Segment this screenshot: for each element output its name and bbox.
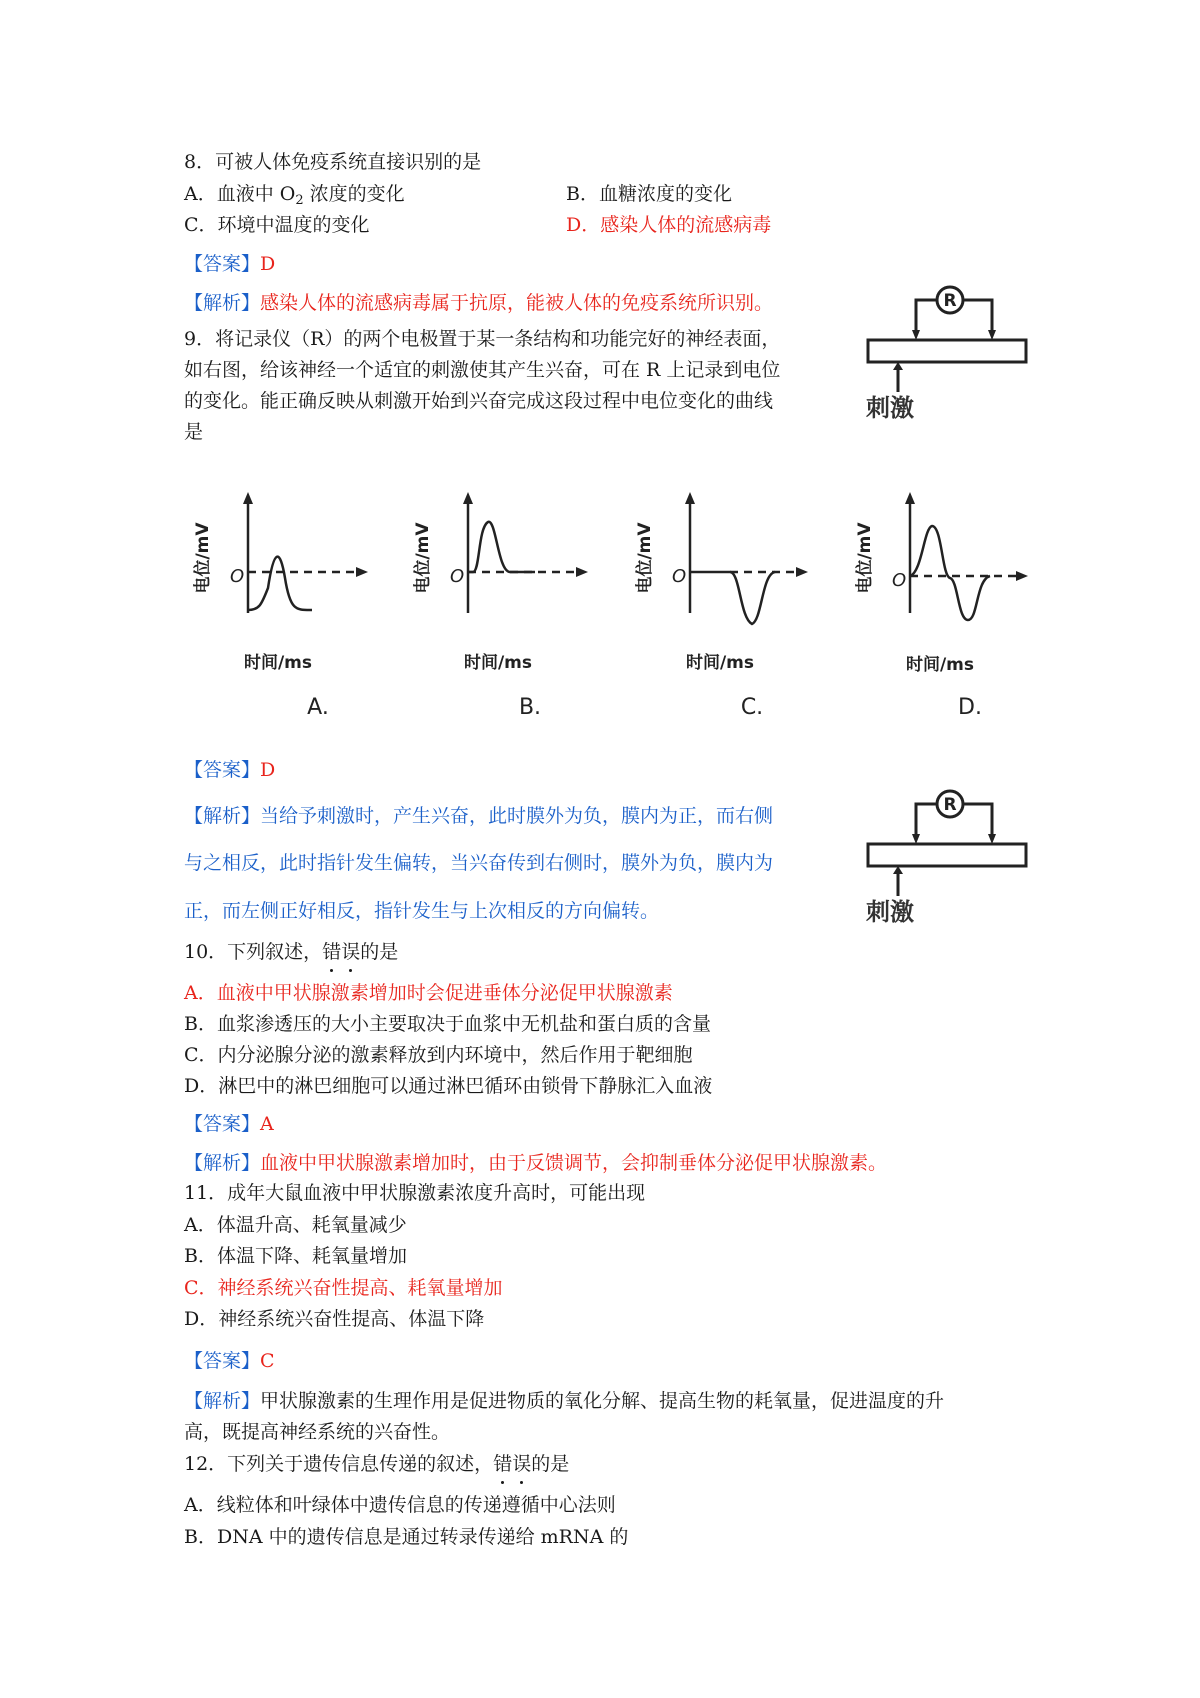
graph-b-xlabel: 时间/ms xyxy=(463,653,533,673)
graph-b-label: B. xyxy=(518,695,542,720)
q9-stem-line2: 如右图，给该神经一个适宜的刺激使其产生兴奋，可在 R 上记录到电位 xyxy=(184,359,781,381)
graph-d-ylabel: 电位/mV xyxy=(855,522,875,594)
q11-option-a: A．体温升高、耗氧量减少 xyxy=(184,1214,407,1236)
graph-d-label: D. xyxy=(958,695,982,720)
graph-c-ylabel: 电位/mV xyxy=(635,522,655,594)
q11-option-c: C．神经系统兴奋性提高、耗氧量增加 xyxy=(184,1277,503,1299)
q10-option-d: D．淋巴中的淋巴细胞可以通过淋巴循环由锁骨下静脉汇入血液 xyxy=(184,1075,713,1097)
q12-option-b: B．DNA 中的遗传信息是通过转录传递给 mRNA 的 xyxy=(184,1526,629,1548)
q9-explanation-line2: 与之相反，此时指针发生偏转，当兴奋传到右侧时，膜外为负，膜内为 xyxy=(184,852,774,874)
nerve-recorder-diagram-2 xyxy=(860,786,1040,928)
q12-option-a: A．线粒体和叶绿体中遗传信息的传递遵循中心法则 xyxy=(184,1494,616,1516)
q12-stem: 12．下列关于遗传信息传递的叙述，错误的是 xyxy=(184,1453,570,1475)
nerve-fiber xyxy=(868,340,1026,362)
meter-label: R xyxy=(943,291,957,311)
q8-explanation: 【解析】感染人体的流感病毒属于抗原，能被人体的免疫系统所识别。 xyxy=(184,292,774,314)
nerve-fiber xyxy=(868,844,1026,866)
q9-stem-line4: 是 xyxy=(184,421,204,443)
q11-explanation-line1: 【解析】甲状腺激素的生理作用是促进物质的氧化分解、提高生物的耗氧量，促进温度的升 xyxy=(184,1390,945,1412)
q9-stem-line3: 的变化。能正确反映从刺激开始到兴奋完成这段过程中电位变化的曲线 xyxy=(184,390,774,412)
q11-explanation-line2: 高，既提高神经系统的兴奋性。 xyxy=(184,1421,451,1443)
q9-explanation-line3: 正，而左侧正好相反，指针发生与上次相反的方向偏转。 xyxy=(184,900,660,922)
q8-option-a: A．血液中 $O_2$ 浓度的变化 xyxy=(184,183,405,208)
q11-option-d: D．神经系统兴奋性提高、体温下降 xyxy=(184,1308,485,1330)
graph-d xyxy=(910,500,1020,620)
q8-option-d: D．感染人体的流感病毒 xyxy=(566,214,772,236)
q9-stem-line1: 9．将记录仪（R）的两个电极置于某一条结构和功能完好的神经表面， xyxy=(184,328,781,350)
q10-explanation: 【解析】血液中甲状腺激素增加时，由于反馈调节，会抑制垂体分泌促甲状腺激素。 xyxy=(184,1152,888,1174)
graph-b xyxy=(468,500,580,613)
q9-answer: 【答案】D xyxy=(184,759,276,781)
potential-graphs xyxy=(190,488,1050,728)
graph-a-xlabel: 时间/ms xyxy=(243,653,313,673)
q10-option-b: B．血浆渗透压的大小主要取决于血浆中无机盐和蛋白质的含量 xyxy=(184,1013,711,1035)
q11-stem: 11．成年大鼠血液中甲状腺激素浓度升高时，可能出现 xyxy=(184,1182,646,1204)
q11-option-b: B．体温下降、耗氧量增加 xyxy=(184,1245,407,1267)
q10-option-a: A．血液中甲状腺激素增加时会促进垂体分泌促甲状腺激素 xyxy=(184,982,673,1004)
graph-b-origin: O xyxy=(450,566,465,587)
q9-explanation-line1: 【解析】当给予刺激时，产生兴奋，此时膜外为负，膜内为正，而右侧 xyxy=(184,805,774,827)
q10-option-c: C．内分泌腺分泌的激素释放到内环境中，然后作用于靶细胞 xyxy=(184,1044,693,1066)
graph-a xyxy=(248,500,360,613)
meter-label: R xyxy=(943,795,957,815)
q8-option-c: C．环境中温度的变化 xyxy=(184,214,370,236)
graph-b-ylabel: 电位/mV xyxy=(413,522,433,594)
stimulus-label: 刺激 xyxy=(866,394,914,422)
graph-c-xlabel: 时间/ms xyxy=(685,653,755,673)
q8-answer: 【答案】D xyxy=(184,253,276,275)
q10-stem: 10．下列叙述，错误的是 xyxy=(184,941,399,963)
q11-answer: 【答案】C xyxy=(184,1350,275,1372)
stimulus-label: 刺激 xyxy=(866,898,914,926)
graph-d-xlabel: 时间/ms xyxy=(905,655,975,675)
graph-c-origin: O xyxy=(672,566,687,587)
q8-stem: 8．可被人体免疫系统直接识别的是 xyxy=(184,151,482,173)
graph-a-origin: O xyxy=(230,566,245,587)
q10-answer: 【答案】A xyxy=(184,1113,274,1135)
q8-option-b: B．血糖浓度的变化 xyxy=(566,183,732,205)
graph-a-ylabel: 电位/mV xyxy=(193,522,213,594)
graph-c-label: C. xyxy=(740,695,764,720)
nerve-recorder-diagram xyxy=(860,282,1040,424)
graph-a-label: A. xyxy=(307,695,329,720)
graph-d-origin: O xyxy=(892,570,907,591)
graph-c xyxy=(690,500,800,624)
